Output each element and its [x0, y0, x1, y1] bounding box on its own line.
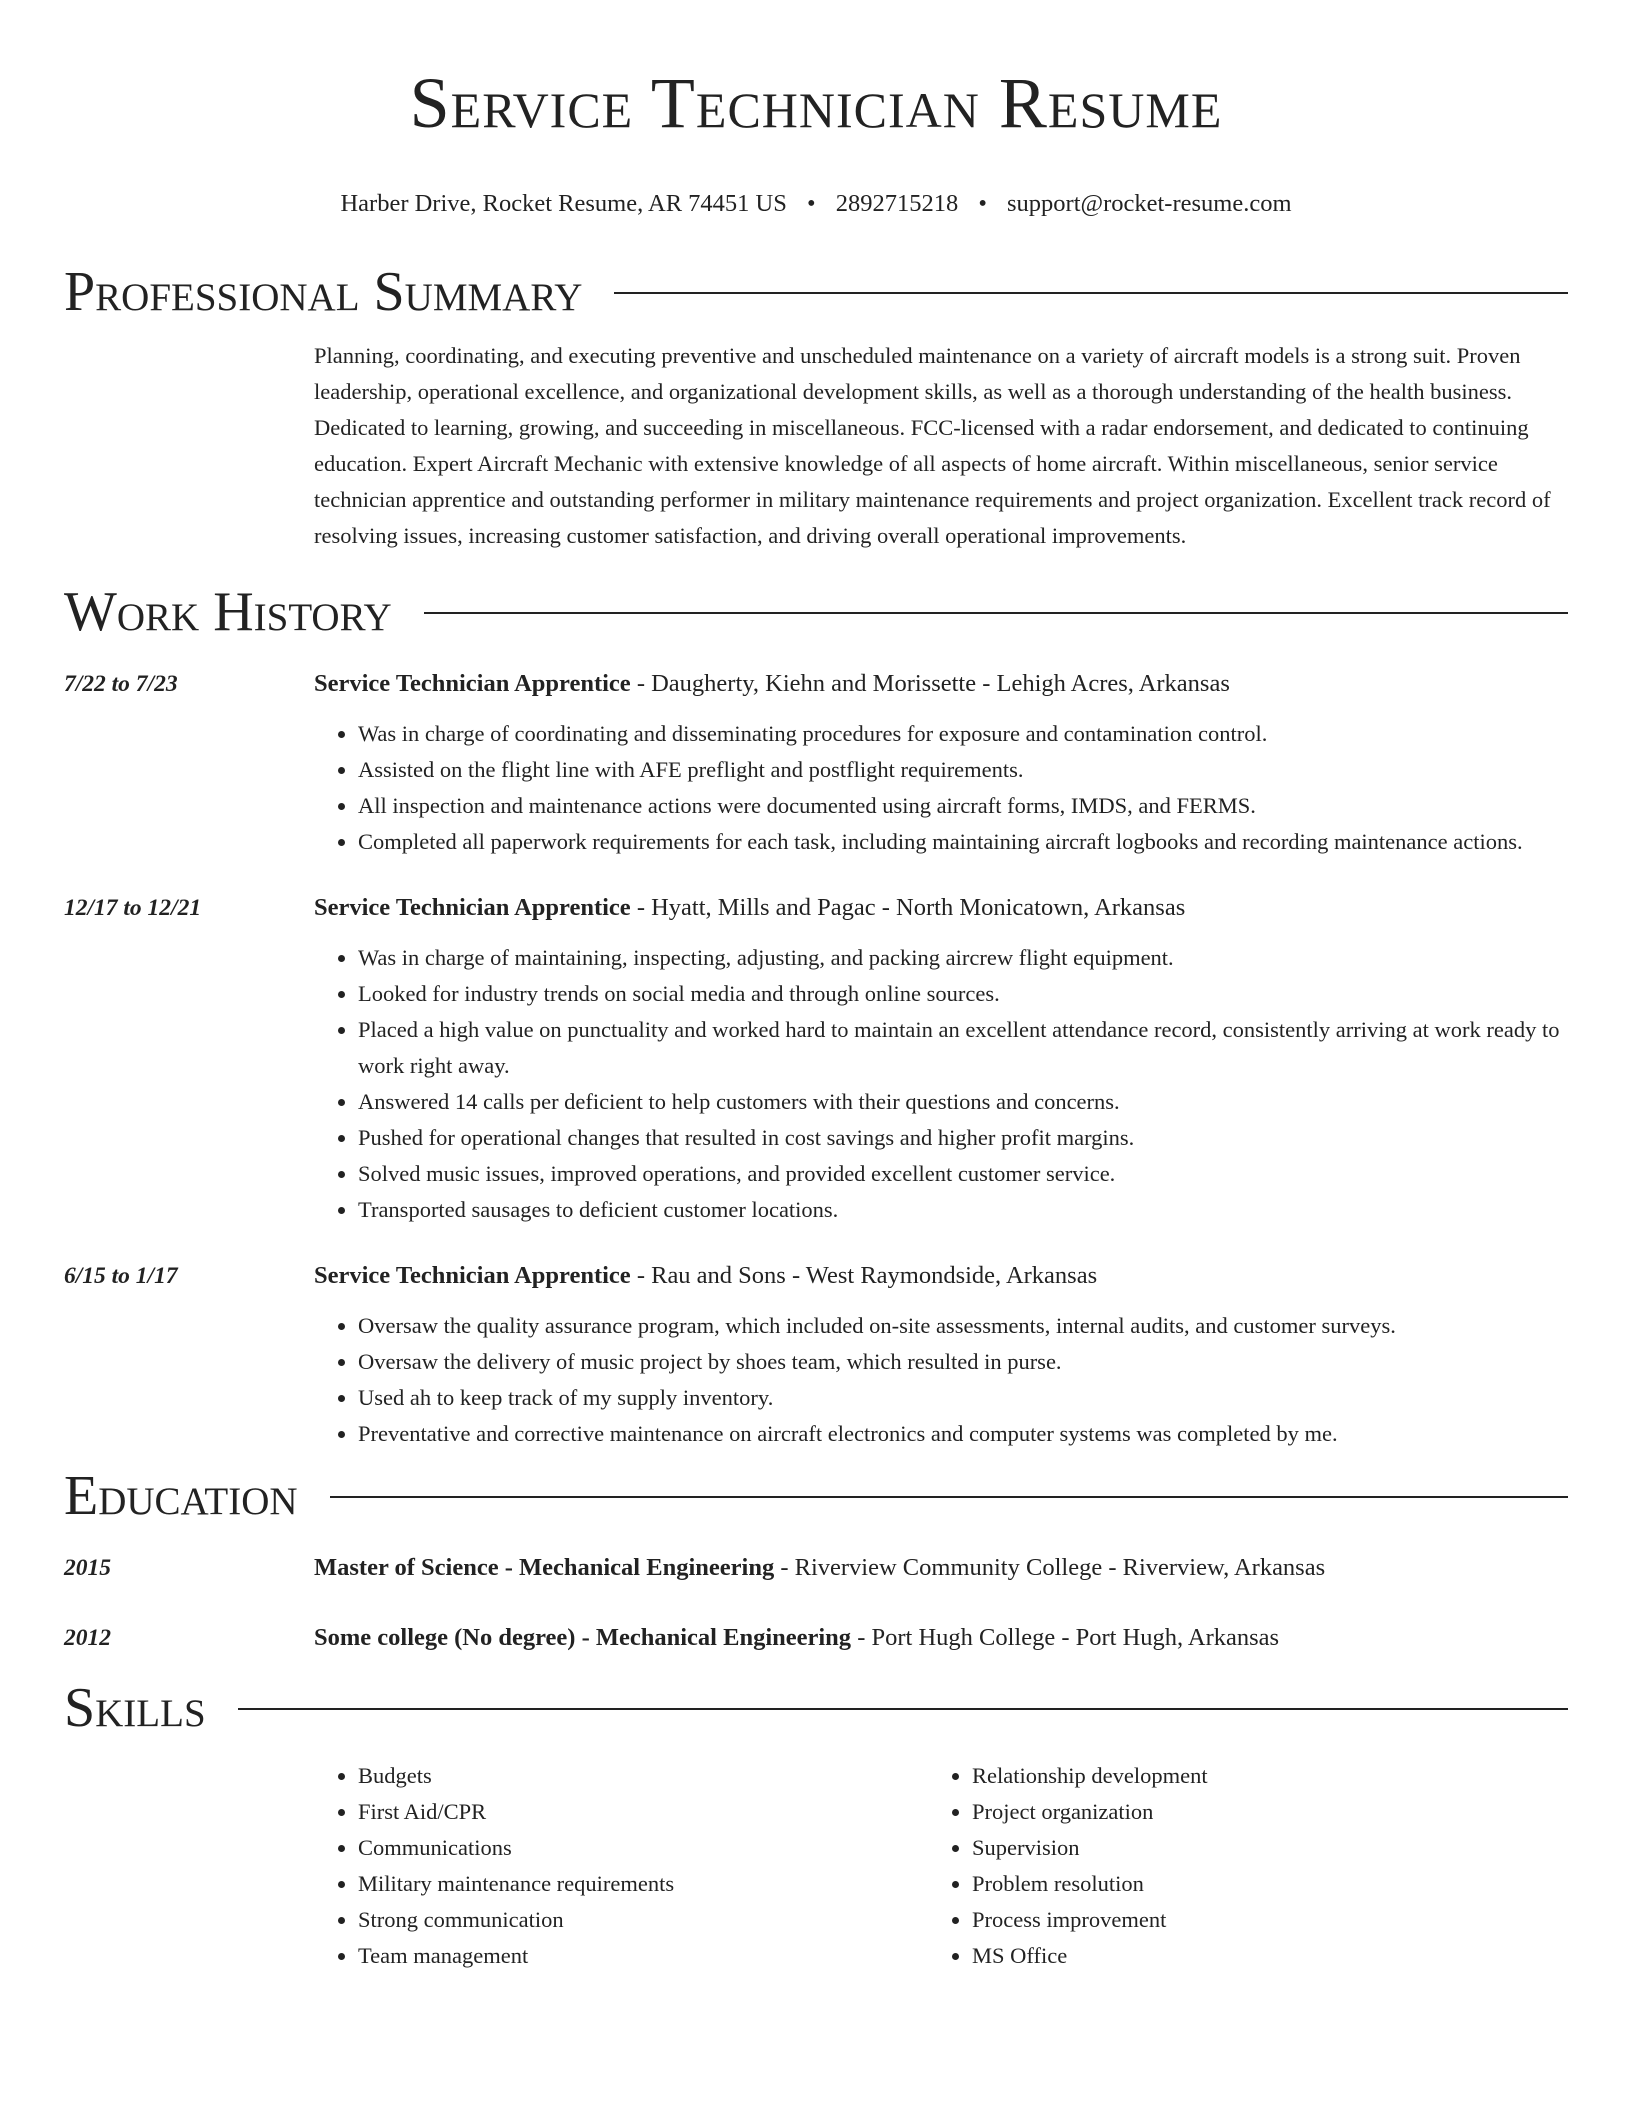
skill-item: • Military maintenance requirements — [358, 1866, 928, 1902]
list-item: • Assisted on the flight line with AFE preflight and postflight requirements. — [358, 752, 1568, 788]
address: Harber Drive, Rocket Resume, AR 74451 US — [340, 190, 787, 217]
list-item: • Transported sausages to deficient customer locations. — [358, 1192, 1568, 1228]
section-heading-education: Education — [64, 1465, 298, 1527]
skill-item: • Problem resolution — [972, 1866, 1472, 1902]
list-item: • Completed all paperwork requirements for each task, including maintaining aircraft logbooks and recording maintenance actions. — [358, 824, 1568, 860]
summary-text: Planning, coordinating, and executing preventive and unscheduled maintenance on a variety of aircraft models is a strong suit. Proven leadership, operational excellence, and organizational development skills, as well as a thorough understanding of the health business. Dedicated to learning, growing, and succeeding in miscellaneous. FCC-licensed with a radar endorsement, and dedicated to continuing education. Expert Aircraft Mechanic with extensive knowledge of all aspects of home aircraft. Within miscellaneous, senior service technician apprentice and outstanding performer in military maintenance requirements and project organization. Excellent track record of resolving issues, increasing customer satisfaction, and driving overall operational improvements. — [314, 343, 1551, 548]
job-title: Service Technician Apprentice — [314, 670, 631, 697]
summary-section-header — [64, 260, 1568, 324]
job-title: Service Technician Apprentice — [314, 1262, 631, 1289]
job-bullets — [314, 940, 1568, 1228]
skills-list — [314, 1758, 1568, 1974]
separator-dot: • — [806, 190, 816, 217]
skill-item: • Strong communication — [358, 1902, 928, 1938]
education-body — [314, 1620, 1568, 1656]
list-item: • Preventative and corrective maintenance on aircraft electronics and computer systems was completed by me. — [358, 1416, 1568, 1452]
list-item: • Looked for industry trends on social media and through online sources. — [358, 976, 1568, 1012]
job-bullets — [314, 1308, 1568, 1452]
skill-item: • Relationship development — [972, 1758, 1472, 1794]
education-headline — [314, 1550, 1568, 1586]
education-year: 2015 — [64, 1555, 111, 1581]
education-entry — [64, 1620, 1568, 1656]
phone: 2892715218 — [835, 190, 959, 217]
section-divider — [424, 612, 1568, 614]
job-entry — [64, 1258, 1568, 1452]
job-entry — [64, 666, 1568, 860]
education-section-header — [64, 1464, 1568, 1528]
list-item: • Pushed for operational changes that resulted in cost savings and higher profit margins. — [358, 1120, 1568, 1156]
skill-item: • Team management — [358, 1938, 928, 1974]
section-divider — [614, 292, 1568, 294]
work-section-header — [64, 580, 1568, 644]
job-title: Service Technician Apprentice — [314, 894, 631, 921]
list-item: • Was in charge of maintaining, inspecting, adjusting, and packing aircrew flight equipment. — [358, 940, 1568, 976]
education-body — [314, 1550, 1568, 1586]
job-dates: 6/15 to 1/17 — [64, 1263, 178, 1289]
section-heading-summary: Professional Summary — [64, 261, 583, 323]
skill-item: • MS Office — [972, 1938, 1472, 1974]
email: support@rocket-resume.com — [1007, 190, 1292, 217]
education-degree: Master of Science - Mechanical Engineering — [314, 1554, 775, 1581]
job-headline — [314, 1258, 1568, 1294]
education-details: - Riverview Community College - Riverview, Arkansas — [774, 1554, 1326, 1581]
skills-column-left — [314, 1758, 928, 1974]
job-details: - Rau and Sons - West Raymondside, Arkansas — [630, 1262, 1098, 1289]
skills-column-right — [928, 1758, 1472, 1974]
list-item: • Oversaw the delivery of music project by shoes team, which resulted in purse. — [358, 1344, 1568, 1380]
resume-title: Service Technician Resume — [409, 63, 1223, 143]
job-details: - Daugherty, Kiehn and Morissette - Lehigh Acres, Arkansas — [630, 670, 1230, 697]
education-entry — [64, 1550, 1568, 1586]
list-item: • Answered 14 calls per deficient to help customers with their questions and concerns. — [358, 1084, 1568, 1120]
section-divider — [238, 1708, 1568, 1710]
skill-item: • Project organization — [972, 1794, 1472, 1830]
skills-section-header — [64, 1676, 1568, 1740]
section-divider — [330, 1496, 1568, 1498]
skill-item: • Supervision — [972, 1830, 1472, 1866]
job-details: - Hyatt, Mills and Pagac - North Monicatown, Arkansas — [630, 894, 1186, 921]
job-dates: 7/22 to 7/23 — [64, 671, 178, 697]
list-item: • Solved music issues, improved operations, and provided excellent customer service. — [358, 1156, 1568, 1192]
job-headline — [314, 890, 1568, 926]
section-heading-skills: Skills — [64, 1677, 206, 1739]
education-details: - Port Hugh College - Port Hugh, Arkansas — [851, 1624, 1280, 1651]
skill-item: • Process improvement — [972, 1902, 1472, 1938]
education-year: 2012 — [64, 1625, 111, 1651]
skill-item: • Communications — [358, 1830, 928, 1866]
job-entry — [64, 890, 1568, 1228]
job-bullets — [314, 716, 1568, 860]
job-headline — [314, 666, 1568, 702]
job-body — [314, 1258, 1568, 1452]
section-heading-work: Work History — [64, 581, 392, 643]
job-body — [314, 890, 1568, 1228]
list-item: • Was in charge of coordinating and disseminating procedures for exposure and contamination control. — [358, 716, 1568, 752]
list-item: • Used ah to keep track of my supply inventory. — [358, 1380, 1568, 1416]
list-item: • Placed a high value on punctuality and worked hard to maintain an excellent attendance record, consistently arriving at work ready to work right away. — [358, 1012, 1568, 1084]
education-degree: Some college (No degree) - Mechanical Engineering — [314, 1624, 852, 1651]
separator-dot: • — [978, 190, 987, 217]
list-item: • Oversaw the quality assurance program, which included on-site assessments, internal audits, and customer surveys. — [358, 1308, 1568, 1344]
education-headline — [314, 1620, 1568, 1656]
job-body — [314, 666, 1568, 860]
list-item: • All inspection and maintenance actions were documented using aircraft forms, IMDS, and FERMS. — [358, 788, 1568, 824]
skill-item: • Budgets — [358, 1758, 928, 1794]
skill-item: • First Aid/CPR — [358, 1794, 928, 1830]
contact-line — [64, 188, 1568, 220]
job-dates: 12/17 to 12/21 — [64, 895, 202, 921]
